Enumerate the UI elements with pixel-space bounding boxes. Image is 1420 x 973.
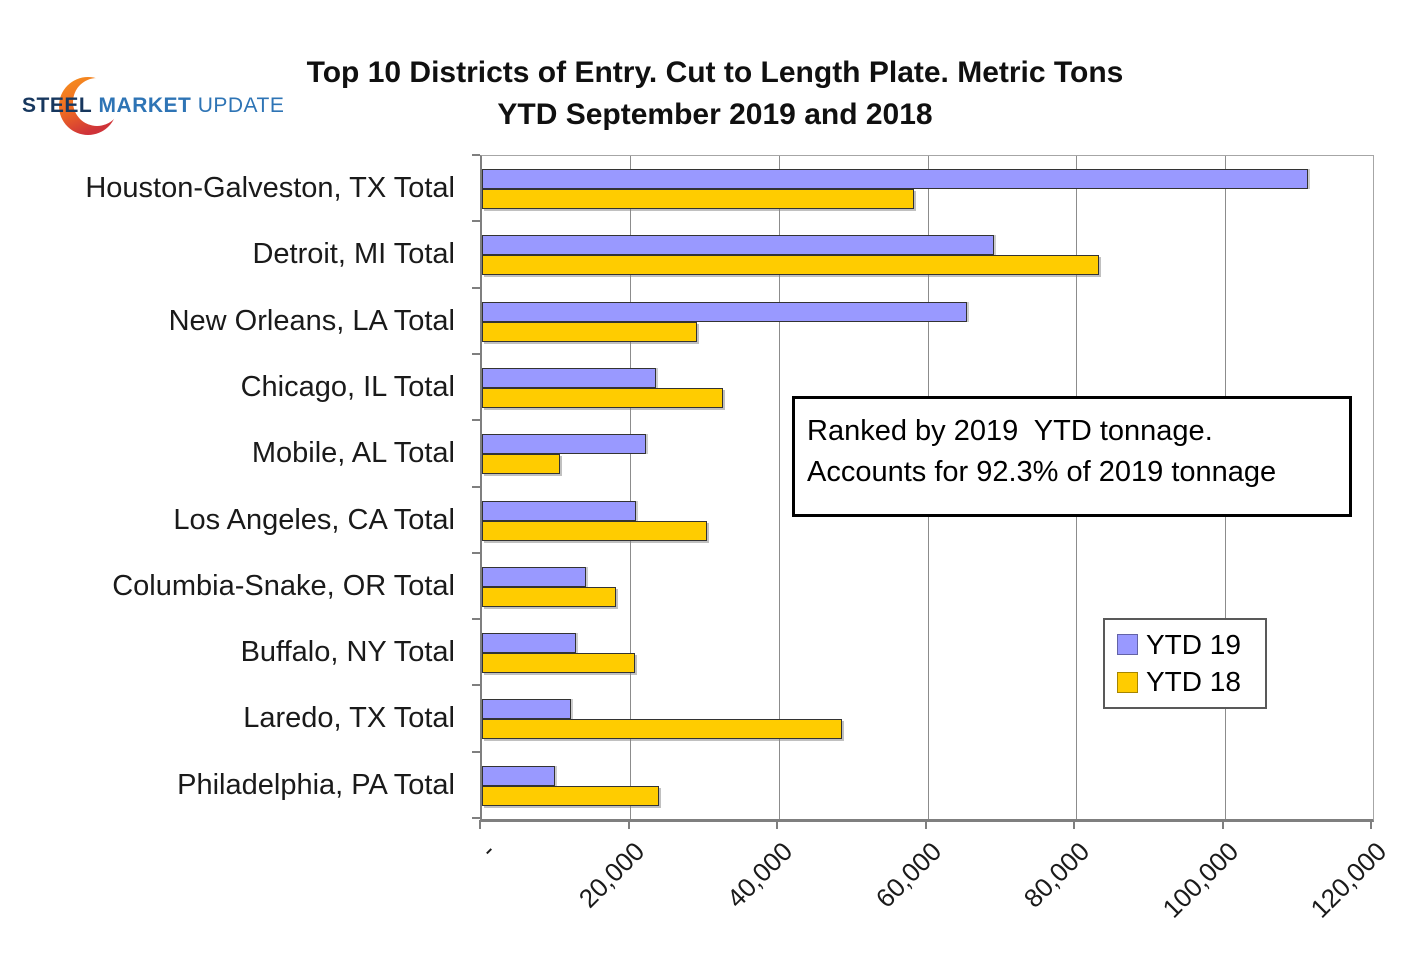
bar-ytd18-row4 [482,388,723,408]
bar-ytd19-row4 [482,368,656,388]
category-label: Mobile, AL Total [251,437,455,470]
category-label: Laredo, TX Total [243,702,455,735]
category-tick [472,419,480,421]
category-tick [472,751,480,753]
value-axis-label: 120,000 [1304,836,1393,924]
legend [1103,618,1267,709]
legend-swatch-ytd18-icon [1117,672,1138,693]
legend-row-ytd19 [1117,629,1259,661]
legend-label-ytd18: YTD 18 [1146,666,1241,698]
bar-ytd18-row2 [482,255,1099,275]
bar-ytd19-row8 [482,633,576,653]
bar-ytd19-row10 [482,766,555,786]
category-label: Los Angeles, CA Total [173,503,455,536]
annotation-box [792,396,1352,517]
bar-ytd18-row5 [482,454,560,474]
value-axis-tick [776,820,778,829]
category-label: Columbia-Snake, OR Total [112,569,455,602]
value-axis-tick [1370,820,1372,829]
category-tick [472,154,480,156]
value-axis [473,818,1393,968]
bar-ytd19-row3 [482,302,967,322]
bar-ytd19-row5 [482,434,646,454]
annotation-line1: Ranked by 2019 YTD tonnage. [807,415,1213,447]
category-tick [472,287,480,289]
value-axis-tick [925,820,927,829]
chart-title-line2: YTD September 2019 and 2018 [497,98,933,131]
category-tick [472,618,480,620]
bar-ytd18-row9 [482,719,842,739]
bar-ytd19-row7 [482,567,586,587]
bar-ytd18-row6 [482,521,707,541]
bar-ytd19-row9 [482,699,571,719]
bar-ytd18-row1 [482,189,914,209]
bar-ytd19-row2 [482,235,994,255]
value-axis-label: 100,000 [1156,836,1244,924]
bar-ytd18-row3 [482,322,697,342]
legend-swatch-ytd19-icon [1117,634,1138,655]
category-label: Detroit, MI Total [252,238,455,271]
category-tick [472,486,480,488]
legend-label-ytd19: YTD 19 [1146,628,1241,660]
logo-word-update: UPDATE [197,94,285,117]
bar-ytd18-row7 [482,587,616,607]
category-label: Chicago, IL Total [240,370,455,403]
logo-word-market: MARKET [98,94,192,117]
category-tick [472,817,480,819]
value-axis-tick [1073,820,1075,829]
logo-word-steel: STEEL [22,94,93,117]
annotation-line2: Accounts for 92.3% of 2019 tonnage [807,456,1277,488]
value-axis-tick [1222,820,1224,829]
bar-ytd19-row6 [482,501,636,521]
category-axis-labels [5,155,455,818]
legend-row-ytd18 [1117,666,1259,698]
value-axis-tick [628,820,630,829]
bar-ytd18-row10 [482,786,659,806]
value-axis-label: 60,000 [869,836,947,914]
category-label: New Orleans, LA Total [168,304,455,337]
category-label: Houston-Galveston, TX Total [85,172,455,204]
bar-ytd19-row1 [482,169,1308,189]
value-axis-label: 40,000 [720,836,799,914]
category-label: Buffalo, NY Total [240,636,455,669]
category-label: Philadelphia, PA Total [177,768,455,801]
value-axis-label: - [473,836,502,864]
category-tick [472,220,480,222]
category-tick [472,353,480,355]
chart-title [10,52,1420,136]
bar-ytd18-row8 [482,653,635,673]
value-axis-label: 20,000 [572,836,650,914]
category-tick [472,684,480,686]
value-axis-tick [479,820,481,829]
chart-title-line1: Top 10 Districts of Entry. Cut to Length Plate. Metric Tons [306,56,1124,89]
category-tick [472,552,480,554]
value-axis-label: 80,000 [1017,836,1096,914]
